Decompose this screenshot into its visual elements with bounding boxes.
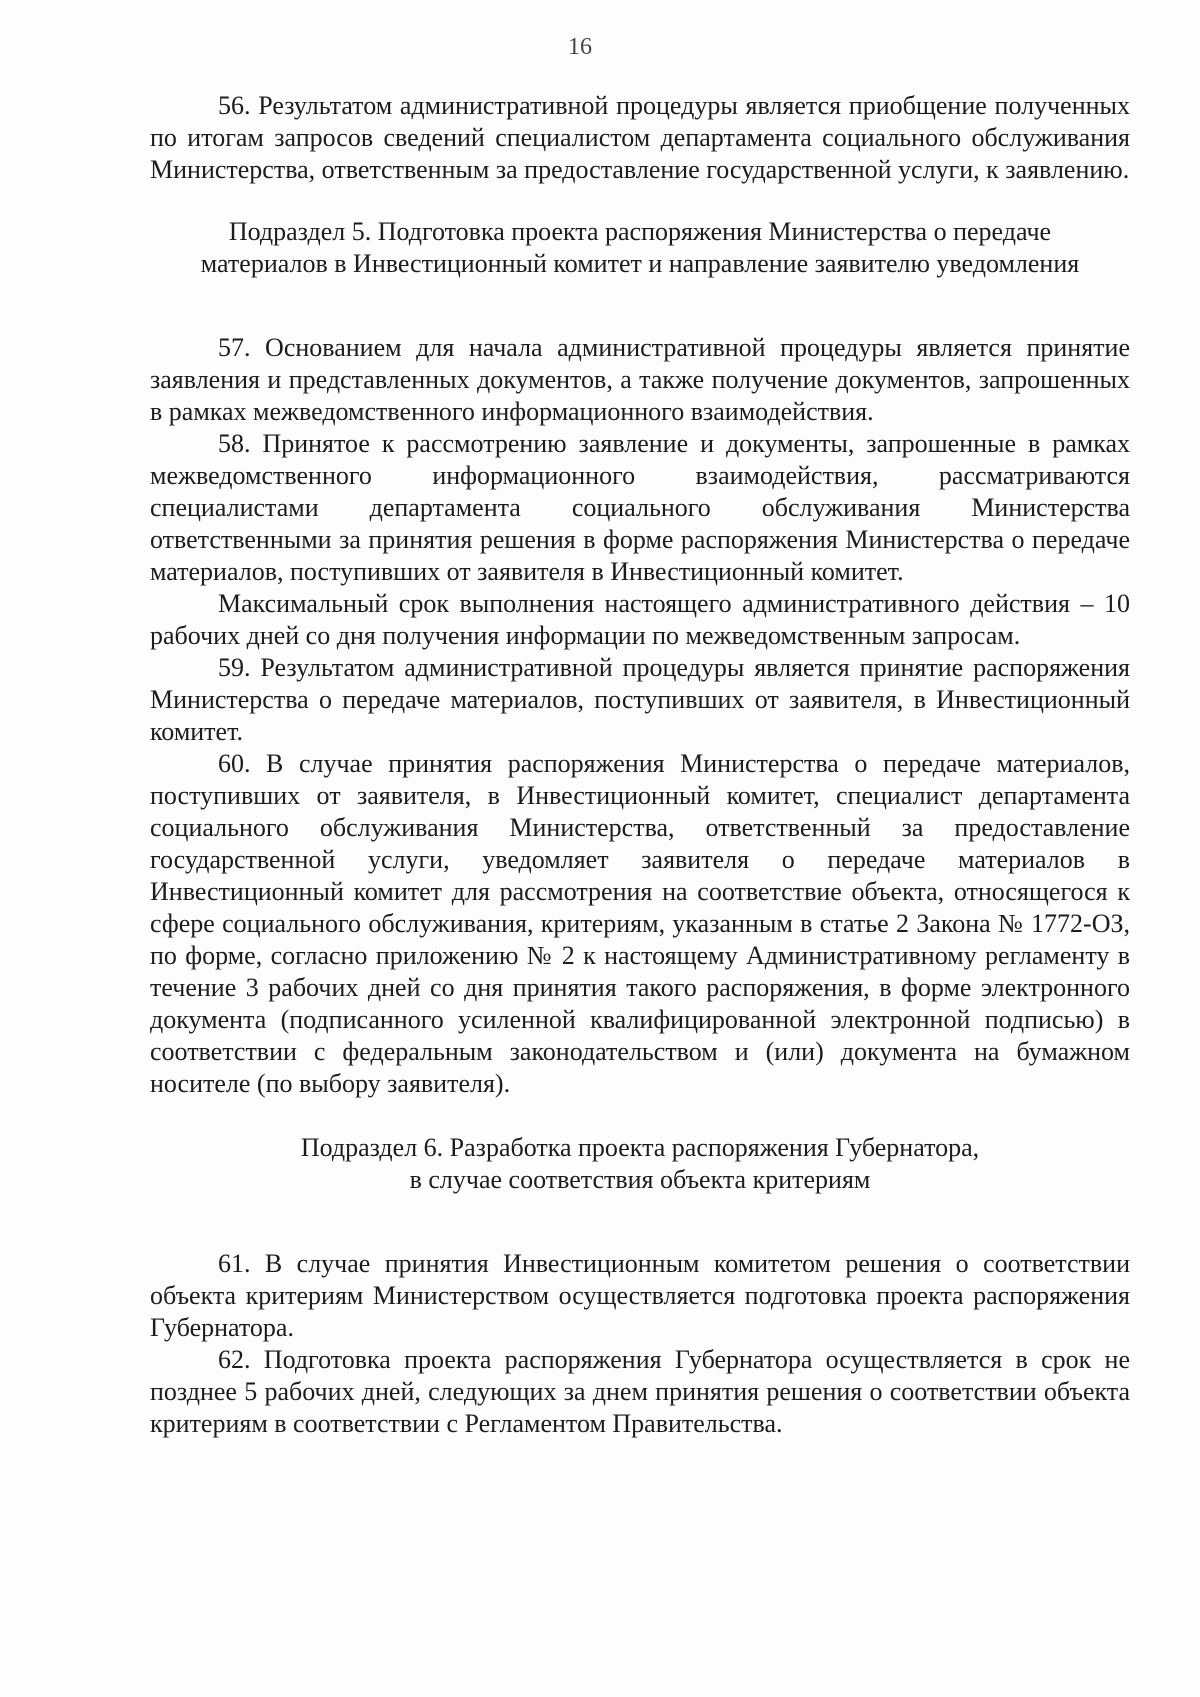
paragraph-60: 60. В случае принятия распоряжения Министерства о передаче материалов, поступивших от заявителя, в Инвестиционный комитет, специалист департамента социального обслуживания Министерства, ответственный за предоставление государственной услуги, уведомляет заявителя о передаче материалов в Инвестиционный комитет для рассмотрения на соответствие объекта, относящегося к сфере социального обслуживания, критериям, указанным в статье 2 Закона № 1772-ОЗ, по форме, согласно приложению № 2 к настоящему Административному регламенту в течение 3 рабочих дней со дня принятия такого распоряжения, в форме электронного документа (подписанного усиленной квалифицированной электронной подписью) в соответствии с федеральным законодательством и (или) документа на бумажном носителе (по выбору заявителя). xyxy=(150,749,1130,1098)
paragraph-58: 58. Принятое к рассмотрению заявление и документы, запрошенные в рамках межведомственного информационного взаимодействия, рассматриваются специалистами департамента социального обслуживания Министерства ответственными за принятия решения в форме распоряжения Министерства о передаче материалов, поступивших от заявителя в Инвестиционный комитет. xyxy=(150,429,1130,586)
page-number: 16 xyxy=(568,34,592,60)
document-body xyxy=(150,90,1130,1440)
paragraph-57: 57. Основанием для начала административной процедуры является принятие заявления и представленных документов, а также получение документов, запрошенных в рамках межведомственного информационного взаимодействия. xyxy=(150,333,1130,426)
paragraph-56: 56. Результатом административной процедуры является приобщение полученных по итогам запросов сведений специалистом департамента социального обслуживания Министерства, ответственным за предоставление государственной услуги, к заявлению. xyxy=(150,91,1130,184)
paragraph-61: 61. В случае принятия Инвестиционным комитетом решения о соответствии объекта критериям Министерством осуществляется подготовка проекта распоряжения Губернатора. xyxy=(150,1249,1130,1342)
subsection-6-heading-line-2: в случае соответствия объекта критериям xyxy=(409,1165,871,1194)
paragraph-62: 62. Подготовка проекта распоряжения Губернатора осуществляется в срок не позднее 5 рабочих дней, следующих за днем принятия решения о соответствии объекта критериям в соответствии с Регламентом Правительства. xyxy=(150,1345,1130,1438)
paragraph-58-deadline: Максимальный срок выполнения настоящего административного действия – 10 рабочих дней со дня получения информации по межведомственным запросам. xyxy=(150,589,1130,650)
subsection-5-heading-line-2: материалов в Инвестиционный комитет и направление заявителю уведомления xyxy=(200,249,1080,278)
subsection-6-heading xyxy=(150,1132,1130,1196)
subsection-5-heading xyxy=(150,216,1130,280)
paragraph-59: 59. Результатом административной процедуры является принятие распоряжения Министерства о передаче материалов, поступивших от заявителя, в Инвестиционный комитет. xyxy=(150,653,1130,746)
subsection-6-heading-line-1: Подраздел 6. Разработка проекта распоряжения Губернатора, xyxy=(300,1133,980,1162)
subsection-5-heading-line-1: Подраздел 5. Подготовка проекта распоряжения Министерства о передаче xyxy=(228,217,1052,246)
